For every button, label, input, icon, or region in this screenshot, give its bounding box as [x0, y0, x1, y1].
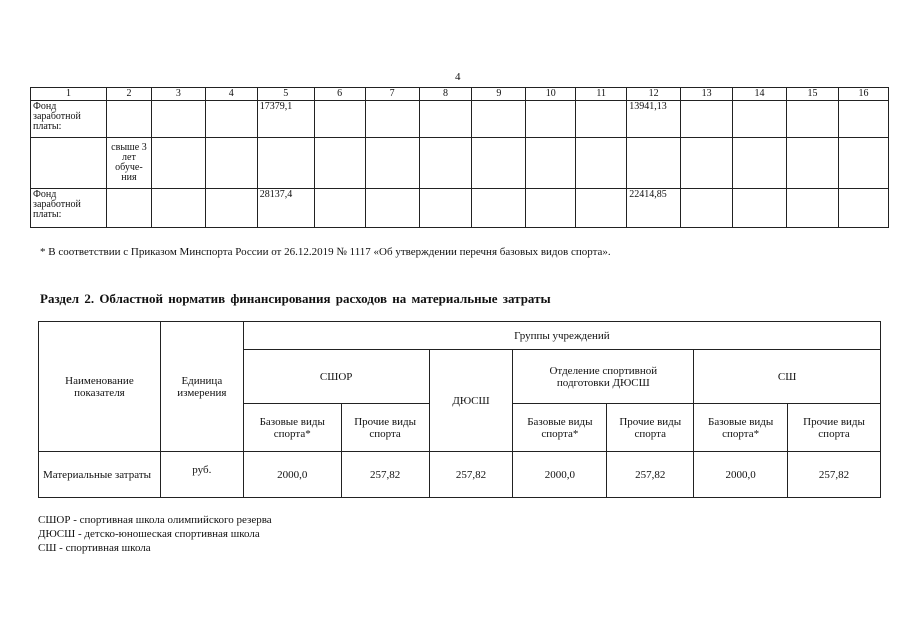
table-cell — [205, 138, 257, 189]
subheader-base: Базовые виды спорта* — [694, 404, 788, 452]
table-cell — [419, 138, 472, 189]
subheader-other: Прочие виды спорта — [341, 404, 429, 452]
row-unit: руб. — [160, 452, 243, 498]
table-cell — [314, 138, 365, 189]
group-sh-header: СШ — [694, 350, 881, 404]
value-cell: 257,82 — [429, 452, 513, 498]
table-cell — [576, 138, 627, 189]
table-cell — [314, 101, 365, 138]
row-label — [31, 138, 107, 189]
table-cell — [314, 189, 365, 228]
table-cell — [151, 138, 205, 189]
salary-fund-table — [30, 87, 889, 228]
table-cell — [472, 138, 526, 189]
table-cell-value — [257, 138, 314, 189]
table1-header-cell: 1 — [31, 88, 107, 101]
subheader-base: Базовые виды спорта* — [513, 404, 607, 452]
groups-header: Группы учреждений — [243, 322, 880, 350]
value-cell: 2000,0 — [243, 452, 341, 498]
table-cell — [472, 101, 526, 138]
table-cell-value: 28137,4 — [257, 189, 314, 228]
row-label: Фонд заработной платы: — [31, 189, 107, 228]
table-cell — [151, 101, 205, 138]
table-cell: свыше 3 лет обуче-ния — [106, 138, 151, 189]
table-cell — [733, 189, 787, 228]
legend-item: СШОР - спортивная школа олимпийского резерва — [38, 514, 272, 526]
value-cell: 257,82 — [607, 452, 694, 498]
table-cell — [576, 101, 627, 138]
table-cell — [151, 189, 205, 228]
table1-header-cell: 4 — [205, 88, 257, 101]
table-cell — [365, 138, 419, 189]
table-cell — [526, 101, 576, 138]
table-cell — [419, 189, 472, 228]
table1-header-cell: 14 — [733, 88, 787, 101]
table-row — [31, 101, 889, 138]
subheader-other: Прочие виды спорта — [607, 404, 694, 452]
table-row — [39, 452, 881, 498]
table-row — [31, 138, 889, 189]
table-cell-value: 22414,85 — [627, 189, 681, 228]
table-cell-value — [627, 138, 681, 189]
table1-header-cell: 5 — [257, 88, 314, 101]
column-header-unit: Единица измерения — [160, 322, 243, 452]
abbreviation-legend — [38, 513, 272, 555]
table1-header-cell: 15 — [787, 88, 839, 101]
page-number: 4 — [455, 71, 461, 83]
table1-header-row — [31, 88, 889, 101]
row-label: Материальные затраты — [39, 452, 161, 498]
table1-header-cell: 8 — [419, 88, 472, 101]
section-title: Раздел 2. Областной норматив финансирования расходов на материальные затраты — [40, 291, 551, 306]
table2-header-row — [39, 322, 881, 350]
table1-header-cell: 16 — [838, 88, 888, 101]
table-cell — [365, 189, 419, 228]
table1-header-cell: 11 — [576, 88, 627, 101]
table-cell — [526, 189, 576, 228]
table-cell — [787, 189, 839, 228]
table-cell — [526, 138, 576, 189]
table-cell-value: 13941,13 — [627, 101, 681, 138]
row-label: Фонд заработной платы: — [31, 101, 107, 138]
table-cell — [576, 189, 627, 228]
legend-item: СШ - спортивная школа — [38, 542, 151, 554]
table-cell — [733, 101, 787, 138]
table1-header-cell: 13 — [681, 88, 733, 101]
group-otdel-header: Отделение спортивной подготовки ДЮСШ — [513, 350, 694, 404]
table-cell — [681, 101, 733, 138]
table-cell-value: 17379,1 — [257, 101, 314, 138]
value-cell: 257,82 — [788, 452, 881, 498]
table1-header-cell: 6 — [314, 88, 365, 101]
table-cell — [472, 189, 526, 228]
table-cell — [681, 138, 733, 189]
value-cell: 257,82 — [341, 452, 429, 498]
table1-header-cell: 10 — [526, 88, 576, 101]
table1-header-cell: 3 — [151, 88, 205, 101]
table-cell — [787, 101, 839, 138]
table-cell — [106, 189, 151, 228]
value-cell: 2000,0 — [694, 452, 788, 498]
subheader-other: Прочие виды спорта — [788, 404, 881, 452]
table-cell — [106, 101, 151, 138]
table1-header-cell: 12 — [627, 88, 681, 101]
group-dyussh-header: ДЮСШ — [429, 350, 513, 452]
footnote: * В соответствии с Приказом Минспорта России от 26.12.2019 № 1117 «Об утверждении перечня базовых видов спорта». — [40, 246, 611, 258]
table-cell — [205, 189, 257, 228]
table-row — [31, 189, 889, 228]
table-cell — [681, 189, 733, 228]
table-cell — [787, 138, 839, 189]
legend-item: ДЮСШ - детско-юношеская спортивная школа — [38, 528, 260, 540]
table1-header-cell: 9 — [472, 88, 526, 101]
table-cell — [838, 138, 888, 189]
table-cell — [419, 101, 472, 138]
value-cell: 2000,0 — [513, 452, 607, 498]
group-sshor-header: СШОР — [243, 350, 429, 404]
table-cell — [838, 189, 888, 228]
table-cell — [205, 101, 257, 138]
table-cell — [365, 101, 419, 138]
table-cell — [733, 138, 787, 189]
subheader-base: Базовые виды спорта* — [243, 404, 341, 452]
table-cell — [838, 101, 888, 138]
material-costs-table — [38, 321, 881, 498]
table1-header-cell: 2 — [106, 88, 151, 101]
column-header-name: Наименование показателя — [39, 322, 161, 452]
table1-header-cell: 7 — [365, 88, 419, 101]
